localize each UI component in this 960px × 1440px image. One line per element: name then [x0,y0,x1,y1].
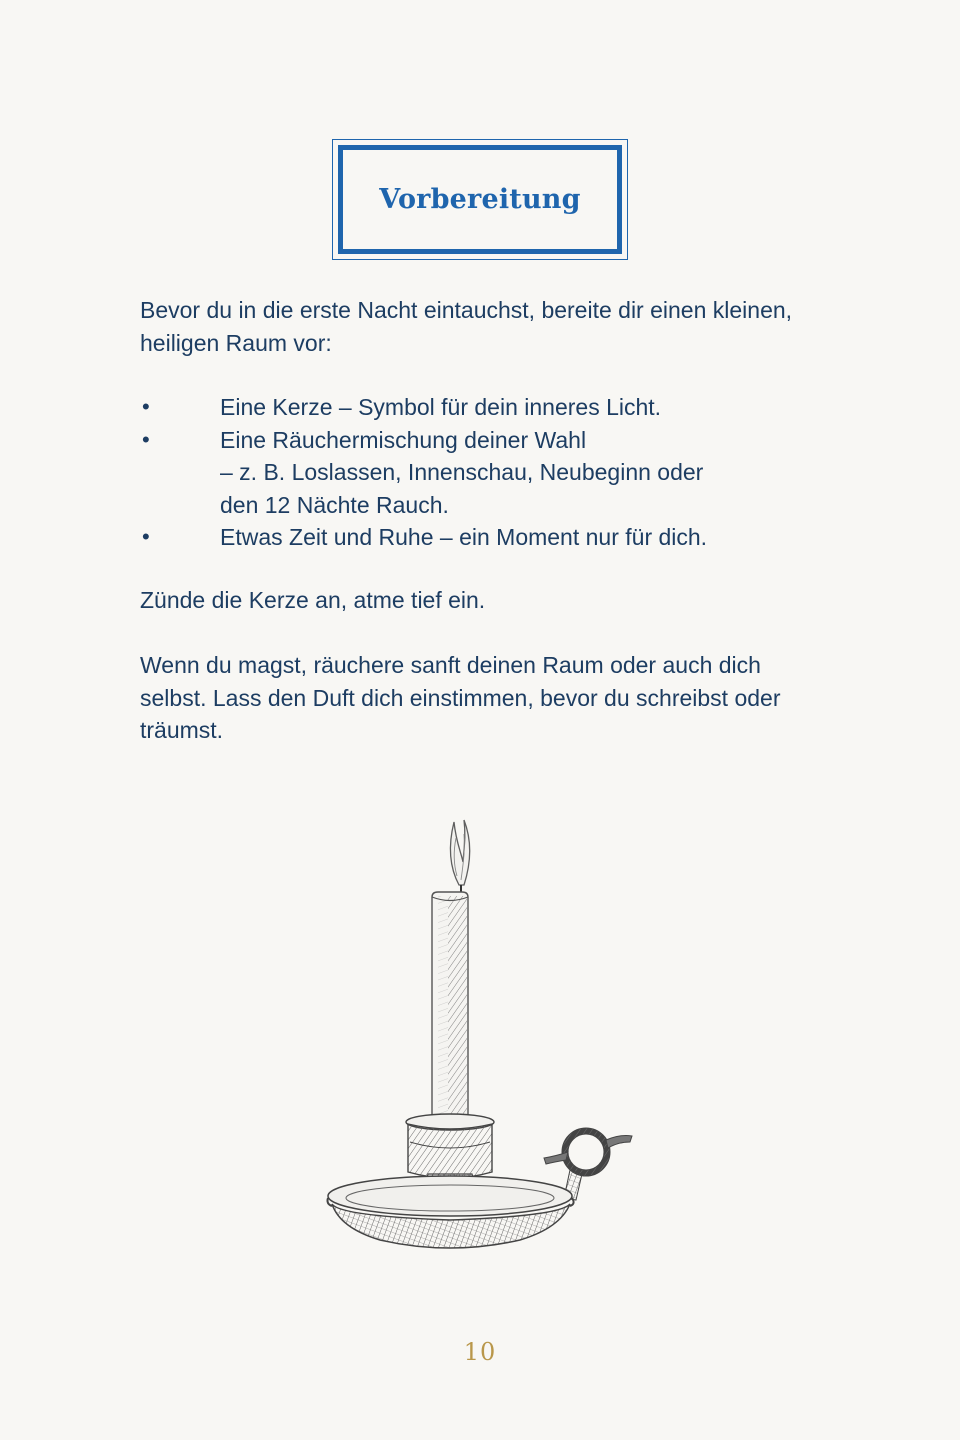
intro-paragraph: Bevor du in die erste Nacht eintauchst, bereite dir einen kleinen, heiligen Raum vor: [140,297,793,356]
candle-illustration [320,812,640,1262]
list-item [140,521,840,554]
candle-icon [432,892,468,1120]
page-number: 10 [463,1338,497,1366]
heading-frame [332,139,628,260]
list-item [140,391,840,424]
candle-holder-icon [328,1114,633,1248]
smudging-paragraph: Wenn du magst, räuchere sanft deinen Raum oder auch dich selbst. Lass den Duft dich einstimmen, bevor du schreibst oder träumst. [140,652,781,743]
instruction-paragraph: Zünde die Kerze an, atme tief ein. [140,587,486,613]
list-item [140,424,840,522]
preparation-list [140,391,840,554]
list-item-text: den 12 Nächte Rauch. [220,491,449,518]
page-title: Vorbereitung [379,184,581,215]
heading-frame-inner [338,145,622,254]
list-item-text: Eine Räuchermischung deiner Wahl [220,426,587,453]
list-item-text: Etwas Zeit und Ruhe – ein Moment nur für dich. [220,524,708,550]
list-item-text: – z. B. Loslassen, Innenschau, Neubeginn oder [220,459,704,485]
list-item-text: Eine Kerze – Symbol für dein inneres Licht. [220,394,662,420]
bullet-icon: • [142,524,150,549]
flame-icon [450,820,469,896]
bullet-icon: • [142,394,150,419]
bullet-icon: • [142,426,150,452]
